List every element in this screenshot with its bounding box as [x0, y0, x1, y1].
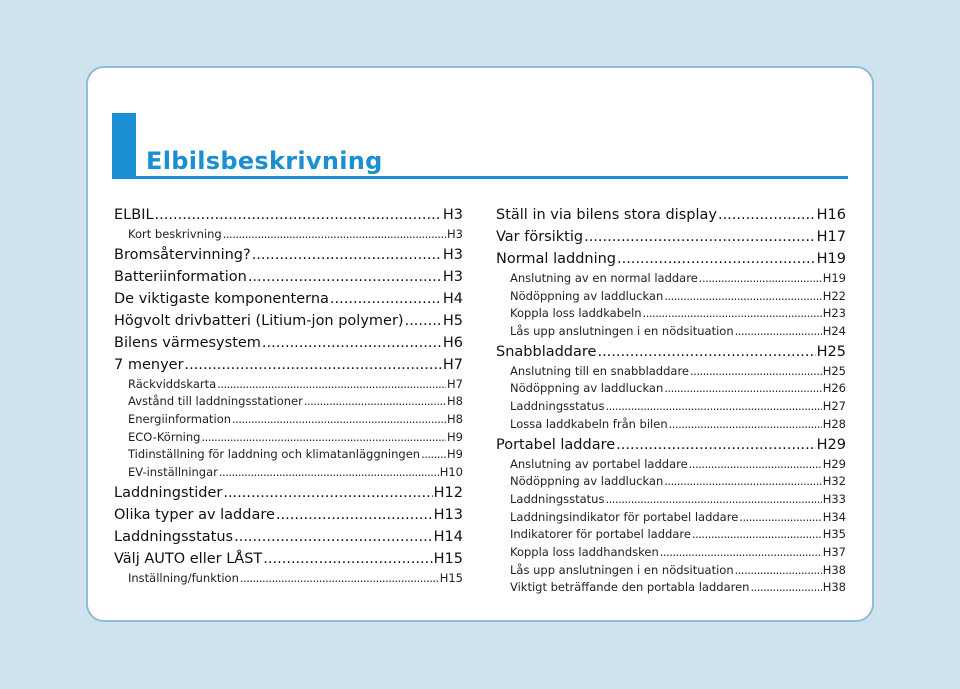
toc-subentry[interactable]: [496, 562, 846, 580]
toc-entry-page: H33: [822, 491, 846, 506]
toc-subentry[interactable]: [496, 456, 846, 474]
toc-entry-page: H22: [822, 288, 846, 303]
dot-leader: [234, 526, 433, 548]
dot-leader: [223, 226, 446, 244]
toc-entry-page: H15: [433, 550, 463, 567]
toc-subentry[interactable]: [114, 376, 463, 394]
toc-entry-page: H6: [442, 334, 463, 351]
dot-leader: [692, 526, 822, 544]
toc-entry-page: H26: [822, 381, 846, 396]
toc-entry-label: Lossa laddkabeln från bilen: [510, 416, 668, 431]
toc-entry-label: Var försiktig: [496, 229, 584, 245]
toc-entry[interactable]: [114, 244, 463, 266]
toc-subentry[interactable]: [114, 446, 463, 464]
dot-leader: [232, 411, 446, 429]
toc-entry-label: Nödöppning av laddluckan: [510, 474, 664, 489]
toc-entry-label: Räckviddskarta: [128, 376, 217, 391]
dot-leader: [735, 323, 822, 341]
dot-leader: [223, 482, 432, 504]
toc-entry-label: Viktigt beträffande den portabla laddaren: [510, 580, 750, 595]
toc-entry-page: H15: [439, 570, 463, 585]
toc-entry-label: Kort beskrivning: [128, 227, 222, 241]
toc-entry-label: Koppla loss laddhandsken: [510, 544, 659, 559]
toc-entry[interactable]: [114, 266, 463, 288]
dot-leader: [597, 341, 815, 363]
dot-leader: [605, 398, 821, 416]
dot-leader: [201, 429, 446, 447]
toc-entry-label: Lås upp anslutningen i en nödsituation: [510, 562, 734, 577]
dot-leader: [263, 548, 432, 570]
toc-entry[interactable]: [114, 288, 463, 310]
toc-entry-page: H9: [447, 447, 463, 462]
toc-entry-page: H3: [442, 246, 463, 263]
toc-entry-page: H34: [822, 509, 846, 524]
toc-entry-label: Batteriinformation: [114, 268, 247, 285]
toc-column-left: [114, 204, 463, 588]
dot-leader: [664, 288, 821, 306]
toc-entry-page: H12: [433, 484, 463, 501]
toc-subentry[interactable]: [496, 305, 846, 323]
toc-entry-page: H32: [822, 474, 846, 489]
toc-subentry[interactable]: [114, 393, 463, 411]
toc-entry-page: H7: [447, 376, 463, 391]
toc-subentry[interactable]: [496, 363, 846, 381]
toc-subentry[interactable]: [496, 544, 846, 562]
toc-entry-label: Avstånd till laddningsstationer: [128, 394, 303, 409]
toc-entry-label: De viktigaste komponenterna: [114, 290, 329, 307]
toc-entry-page: H23: [822, 306, 846, 321]
toc-entry[interactable]: [114, 332, 463, 354]
toc-entry-page: H8: [447, 394, 463, 409]
toc-subentry[interactable]: [496, 473, 846, 491]
toc-entry[interactable]: [114, 204, 463, 226]
title-underline: [112, 176, 848, 179]
dot-leader: [405, 310, 442, 332]
page-title: Elbilsbeskrivning: [146, 147, 383, 175]
toc-entry-page: H7: [442, 356, 463, 373]
dot-leader: [739, 509, 821, 527]
toc-entry-page: H38: [822, 580, 846, 595]
dot-leader: [689, 456, 822, 474]
toc-entry-label: Ställ in via bilens stora display: [496, 207, 717, 223]
dot-leader: [330, 288, 442, 310]
dot-leader: [699, 270, 822, 288]
toc-entry-page: H10: [439, 465, 463, 480]
toc-entry-label: Välj AUTO eller LÅST: [114, 550, 263, 567]
toc-subentry[interactable]: [496, 579, 846, 597]
toc-entry-page: H4: [442, 290, 463, 307]
toc-entry-page: H19: [816, 251, 846, 267]
toc-entry-label: Olika typer av laddare: [114, 506, 275, 523]
toc-subentry[interactable]: [496, 288, 846, 306]
toc-entry-label: 7 menyer: [114, 356, 184, 373]
toc-entry-label: Inställning/funktion: [128, 570, 239, 585]
toc-entry-page: H3: [447, 227, 463, 241]
toc-entry-page: H17: [816, 229, 846, 245]
toc-entry-label: Nödöppning av laddluckan: [510, 381, 664, 396]
toc-entry-page: H24: [822, 324, 846, 339]
toc-entry-label: Portabel laddare: [496, 436, 616, 453]
toc-entry-label: Laddningsstatus: [510, 491, 605, 506]
toc-entry-page: H35: [822, 527, 846, 542]
toc-subentry[interactable]: [496, 509, 846, 527]
dot-leader: [248, 266, 442, 288]
toc-entry-page: H27: [822, 399, 846, 414]
toc-entry-page: H5: [442, 312, 463, 329]
dot-leader: [584, 226, 816, 248]
toc-entry-page: H14: [433, 528, 463, 545]
toc-subentry[interactable]: [496, 398, 846, 416]
toc-entry-page: H3: [442, 207, 463, 223]
toc-entry-label: ELBIL: [114, 207, 154, 223]
toc-entry-page: H13: [433, 506, 463, 523]
toc-entry-label: Anslutning av en normal laddare: [510, 271, 698, 285]
dot-leader: [217, 376, 446, 394]
toc-entry-label: Normal laddning: [496, 251, 617, 267]
toc-entry-page: H16: [816, 207, 846, 223]
toc-entry-page: H28: [822, 416, 846, 431]
dot-leader: [276, 504, 433, 526]
dot-leader: [605, 491, 821, 509]
toc-entry-label: Bromsåtervinning?: [114, 246, 251, 263]
toc-entry-label: Anslutning av portabel laddare: [510, 456, 688, 471]
toc-subentry[interactable]: [114, 226, 463, 244]
dot-leader: [252, 244, 442, 266]
dot-leader: [660, 544, 822, 562]
toc-subentry[interactable]: [496, 526, 846, 544]
dot-leader: [421, 446, 446, 464]
toc-entry-page: H25: [822, 363, 846, 378]
dot-leader: [718, 204, 816, 226]
toc-entry-label: Koppla loss laddkabeln: [510, 306, 642, 321]
dot-leader: [617, 248, 816, 270]
toc-subentry[interactable]: [496, 416, 846, 434]
dot-leader: [262, 332, 442, 354]
dot-leader: [643, 305, 822, 323]
toc-entry[interactable]: [114, 482, 463, 504]
toc-subentry[interactable]: [114, 464, 463, 482]
toc-subentry[interactable]: [114, 570, 463, 588]
dot-leader: [185, 354, 442, 376]
dot-leader: [664, 473, 821, 491]
toc-entry-label: Bilens värmesystem: [114, 334, 261, 351]
toc-entry-label: Högvolt drivbatteri (Litium-jon polymer): [114, 312, 404, 329]
toc-entry[interactable]: [496, 341, 846, 363]
toc-entry-label: Laddningsstatus: [510, 399, 605, 414]
toc-entry[interactable]: [114, 504, 463, 526]
toc-entry-label: ECO-Körning: [128, 429, 201, 444]
toc-entry[interactable]: [114, 526, 463, 548]
toc-entry-page: H29: [816, 436, 846, 453]
toc-entry-page: H38: [822, 562, 846, 577]
toc-entry-page: H37: [822, 544, 846, 559]
toc-entry-label: EV-inställningar: [128, 465, 218, 480]
toc-entry-label: Nödöppning av laddluckan: [510, 288, 664, 303]
toc-entry-label: Tidinställning för laddning och klimatanläggningen: [128, 447, 421, 462]
dot-leader: [690, 363, 822, 381]
dot-leader: [219, 464, 439, 482]
toc-entry-label: Laddningstider: [114, 484, 223, 501]
toc-subentry[interactable]: [496, 270, 846, 288]
title-accent-bar: [112, 113, 136, 177]
toc-column-right: [496, 204, 846, 597]
toc-subentry[interactable]: [114, 429, 463, 447]
toc-entry-label: Energiinformation: [128, 412, 232, 427]
dot-leader: [616, 434, 815, 456]
dot-leader: [735, 562, 822, 580]
toc-subentry[interactable]: [496, 380, 846, 398]
toc-entry-label: Laddningsindikator för portabel laddare: [510, 509, 739, 524]
toc-subentry[interactable]: [114, 411, 463, 429]
toc-entry-page: H19: [822, 271, 846, 285]
toc-entry[interactable]: [114, 310, 463, 332]
dot-leader: [155, 204, 442, 226]
toc-entry[interactable]: [496, 226, 846, 248]
dot-leader: [664, 380, 821, 398]
dot-leader: [304, 393, 446, 411]
dot-leader: [750, 579, 821, 597]
toc-entry[interactable]: [496, 204, 846, 226]
toc-entry-page: H25: [816, 343, 846, 360]
dot-leader: [669, 416, 822, 434]
toc-entry-label: Lås upp anslutningen i en nödsituation: [510, 324, 734, 339]
toc-entry-page: H3: [442, 268, 463, 285]
toc-subentry[interactable]: [496, 323, 846, 341]
toc-entry-label: Indikatorer för portabel laddare: [510, 527, 691, 542]
toc-entry-page: H9: [447, 429, 463, 444]
toc-entry[interactable]: [114, 354, 463, 376]
toc-entry-label: Laddningsstatus: [114, 528, 234, 545]
toc-entry-label: Snabbladdare: [496, 343, 597, 360]
toc-subentry[interactable]: [496, 491, 846, 509]
toc-entry[interactable]: [496, 434, 846, 456]
toc-entry-page: H29: [822, 456, 846, 471]
toc-entry-page: H8: [447, 412, 463, 427]
dot-leader: [240, 570, 439, 588]
toc-entry-label: Anslutning till en snabbladdare: [510, 363, 690, 378]
toc-entry[interactable]: [114, 548, 463, 570]
toc-entry[interactable]: [496, 248, 846, 270]
